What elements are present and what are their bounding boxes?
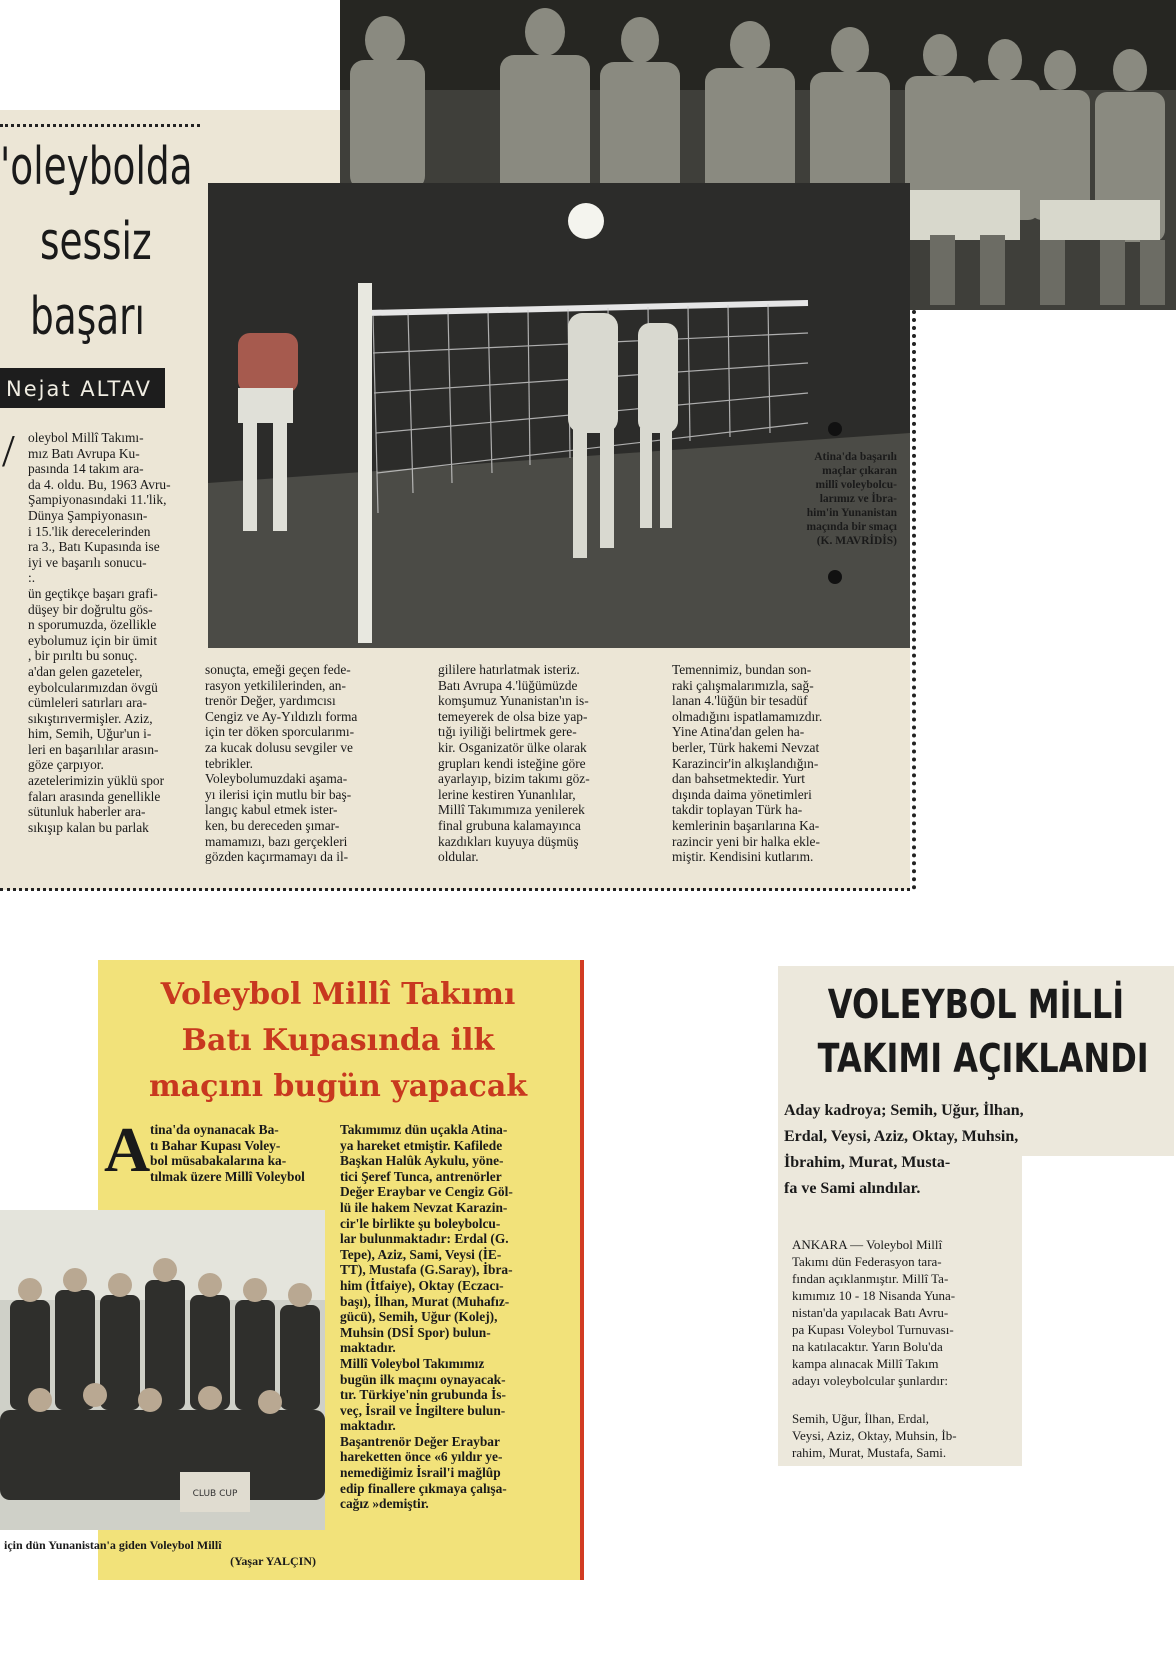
clip2-lead-text: tina'da oynanacak Ba- tı Bahar Kupası Voley- bol müsabakalarına ka- tılmak üzere Millî Voleybol [150,1122,305,1184]
byline-box [0,368,165,408]
clip1-bottom-rule [0,888,910,891]
clip3-right-panel [1022,1156,1176,1468]
byline: Nejat ALTAV [6,377,153,401]
clip1-column-4: Temennimiz, bundan son- raki çalışmalarımızla, sağ- lanan 4.'lüğün bir tesadüf olmadığını ispatlamamızdır. Yine Atina'dan gelen ha- berler, Türk hakemi Nevzat Karazincir'in alkışlandığın- dan bahsetmektedir. Yurt dışında daima yönetimleri takdir toplayan Türk ha- kemlerinin başarılarına Ka- razincir yeni bir halka ekle- miştir. Kendisini kutlarım. [672,662,823,865]
clip1-column-3: gililere hatırlatmak isteriz. Batı Avrupa 4.'lüğümüzde komşumuz Yunanistan'ın is- temeyerek de olsa bize yap- tığı iyiliği belirtmek gere- kir. Osganizatör ülke olarak grupları kendi isteğine göre ayarlayıp, bizim takımı göz- lerine kestiren Yunanlılar, Millî Takımımıza yenilerek final grubuna kalamayınca kazdıkları kuyuya düşmüş oldular. [438,662,590,865]
clip3-headline [778,978,1174,1086]
clip1-column-2: sonuçta, emeği geçen fede- rasyon yetkililerinden, an- trenör Değer, yardımcısı Cengiz ve Ay-Yıldızlı forma için ter döken sporcularımı- za kucak dolusu sevgiler ve tebrikler. Voleybolumuzdaki aşama- yı ilerisi için mutlu bir baş- langıç kabul etmek ister- ken, bu dereceden şımar- mamamızı, bazı gerçekleri gözden kaçırmamayı da il- [205,662,358,865]
clip1-column-1: oleybol Millî Takımı- mız Batı Avrupa Ku- pasında 14 takım ara- da 4. oldu. Bu, 1963 Avru- Şampiyonasındaki 11.'lik, Dünya Şampiyonasın- i 15.'lik derecelerinden ra 3., Batı Kupasında ise iyi ve başarılı sonucu- :. ün geçtikçe başarı grafi- düşey bir doğrultu gös- n sporumuzda, özellikle eybolumuz için bir ümit , bir pırıltı bu sonuç. a'dan gelen gazeteler, eybolcularımızdan övgü cümleleri satırları ara- sıkıştırıvermişler. Aziz, him, Semih, Uğur'un i- leri en başarılılar arasın- göze çarpıyor. azetelerimizin yüklü spor faları arasında genellikle sütunluk haberler ara- sıkışıp kalan bu parlak [28,430,171,835]
headline-line-3: başarı [30,287,145,347]
clip3-body: ANKARA — Voleybol Millî Takımı dün Federasyon tara- fından açıklanmıştır. Millî Ta- kımımız 10 - 18 Nisanda Yuna- nistan'da yapılacak Batı Avru- pa Kupası Voleybol Turnuvası- na katılacaktır. Yarın Bolu'da kampa alınacak Millî Takım adayı voleybolcular şunlardır: [792,1237,956,1388]
dropcap-v: / [2,425,15,476]
clip2-headline [98,972,578,1110]
clip2-photo-caption-1: için dün Yunanistan'a giden Voleybol Millî [4,1538,222,1552]
clip2-column-2: Takımımız dün uçakla Atina- ya hareket etmiştir. Kafilede Başkan Halûk Aykulu, yöne- tici Şeref Tunca, antrenörler Değer Eraybar ve Cengiz Göl- lü ile hakem Nevzat Karazin- cir'le birlikte şu boleybolcu- lar bulunmaktadır: Erdal (G. Tepe), Aziz, Sami, Veysi (İE- TT), Mustafa (G.Saray), İbra- him (İtfaiye), Oktay (Eczacı- başı), İlhan, Murat (Muhafız- gücü), Semih, Uğur (Kolej), Muhsin (DSİ Spor) bulun- maktadır. Millî Voleybol Takımımız bugün ilk maçını oynayacak- tır. Türkiye'nin grubunda İs- veç, İsrail ve İngiltere bulun- maktadır. Başantrenör Değer Eraybar hareketten önce «6 yıldır ye- nemediğimiz İsrail'i mağlûp edip finallere çıkmaya çalışa- cağız »demiştir. [340,1122,513,1512]
right-border-dots [912,310,916,890]
photo-caption-dot-bottom [828,570,842,584]
action-photo-caption: Atina'da başarılı maçlar çıkaran millî voleybolcu- larımız ve İbra- him'in Yunanistan maçında bir smaçı (K. MAVRİDİS) [806,451,897,547]
headline-line-2: sessiz [40,212,152,272]
volleyball-action-photo [208,183,910,648]
clip3-subhead: Aday kadroya; Semih, Uğur, İlhan, Erdal, Veysi, Aziz, Oktay, Muhsin, İbrahim, Murat, Musta- fa ve Sami alındılar. [784,1102,1024,1197]
headline-line-1: 'oleybolda [0,137,193,197]
team-departure-photo [0,1210,325,1530]
team-departure-image [0,1210,325,1530]
clip2-dropcap: A [104,1114,151,1185]
clip3-roster: Semih, Uğur, İlhan, Erdal, Veysi, Aziz, Oktay, Muhsin, İb- rahim, Murat, Mustafa, Sami. [792,1411,957,1460]
clip3-headline-line-1: VOLEYBOL MİLLİ [827,982,1125,1028]
clip2-headline-line-2: Batı Kupasında ilk [181,1023,495,1058]
clip2-photo-caption-2: (Yaşar YALÇIN) [230,1554,316,1568]
clip2-headline-line-1: Voleybol Millî Takımı [160,977,516,1012]
photo-caption-dot-top [828,422,842,436]
clip3-headline-line-2: TAKIMI AÇIKLANDI [817,1036,1149,1082]
clip2-headline-line-3: maçını bugün yapacak [148,1069,528,1104]
bag-label: CLUB CUP [192,1489,238,1499]
volleyball-action-image [208,183,910,648]
headline-top-rule [0,124,200,127]
